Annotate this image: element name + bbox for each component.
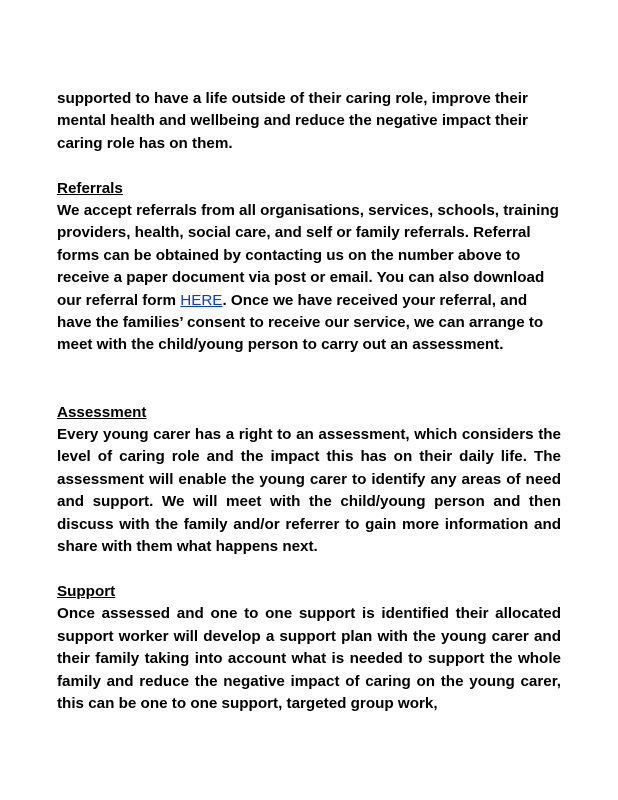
referrals-heading: Referrals <box>57 179 123 197</box>
support-paragraph: Once assessed and one to one support is identified their allocated support worker will develop a support plan with the young carer and their family taking into account what is needed to support the whole family and reduce the negative impact of caring on the young carer, this can be one to one support, targeted group work, <box>57 605 561 712</box>
referrals-text-before-link: We accept referrals from all organisations, services, schools, training providers, health, social care, and self or family referrals. Referral forms can be obtained by contacting us on the number above to receive a paper document via post or email. You can also download our referral form <box>57 202 559 309</box>
spacer <box>57 357 561 402</box>
spacer <box>57 155 561 177</box>
referrals-paragraph <box>57 200 561 357</box>
intro-paragraph: supported to have a life outside of their caring role, improve their mental health and wellbeing and reduce the negative impact their caring role has on them. <box>57 90 528 152</box>
assessment-heading: Assessment <box>57 403 147 421</box>
spacer <box>57 559 561 581</box>
support-heading: Support <box>57 582 116 600</box>
referral-form-link[interactable]: HERE <box>180 291 223 309</box>
document-page <box>57 88 561 715</box>
assessment-paragraph: Every young carer has a right to an assessment, which considers the level of caring role and the impact this has on their daily life. The assessment will enable the young carer to identify any areas of need and support. We will meet with the child/young person and then discuss with the family and/or referrer to gain more information and share with them what happens next. <box>57 426 561 556</box>
referrals-text-after-link: . Once we have received your referral, and have the families’ consent to receive our service, we can arrange to meet with the child/young person to carry out an assessment. <box>57 291 544 354</box>
